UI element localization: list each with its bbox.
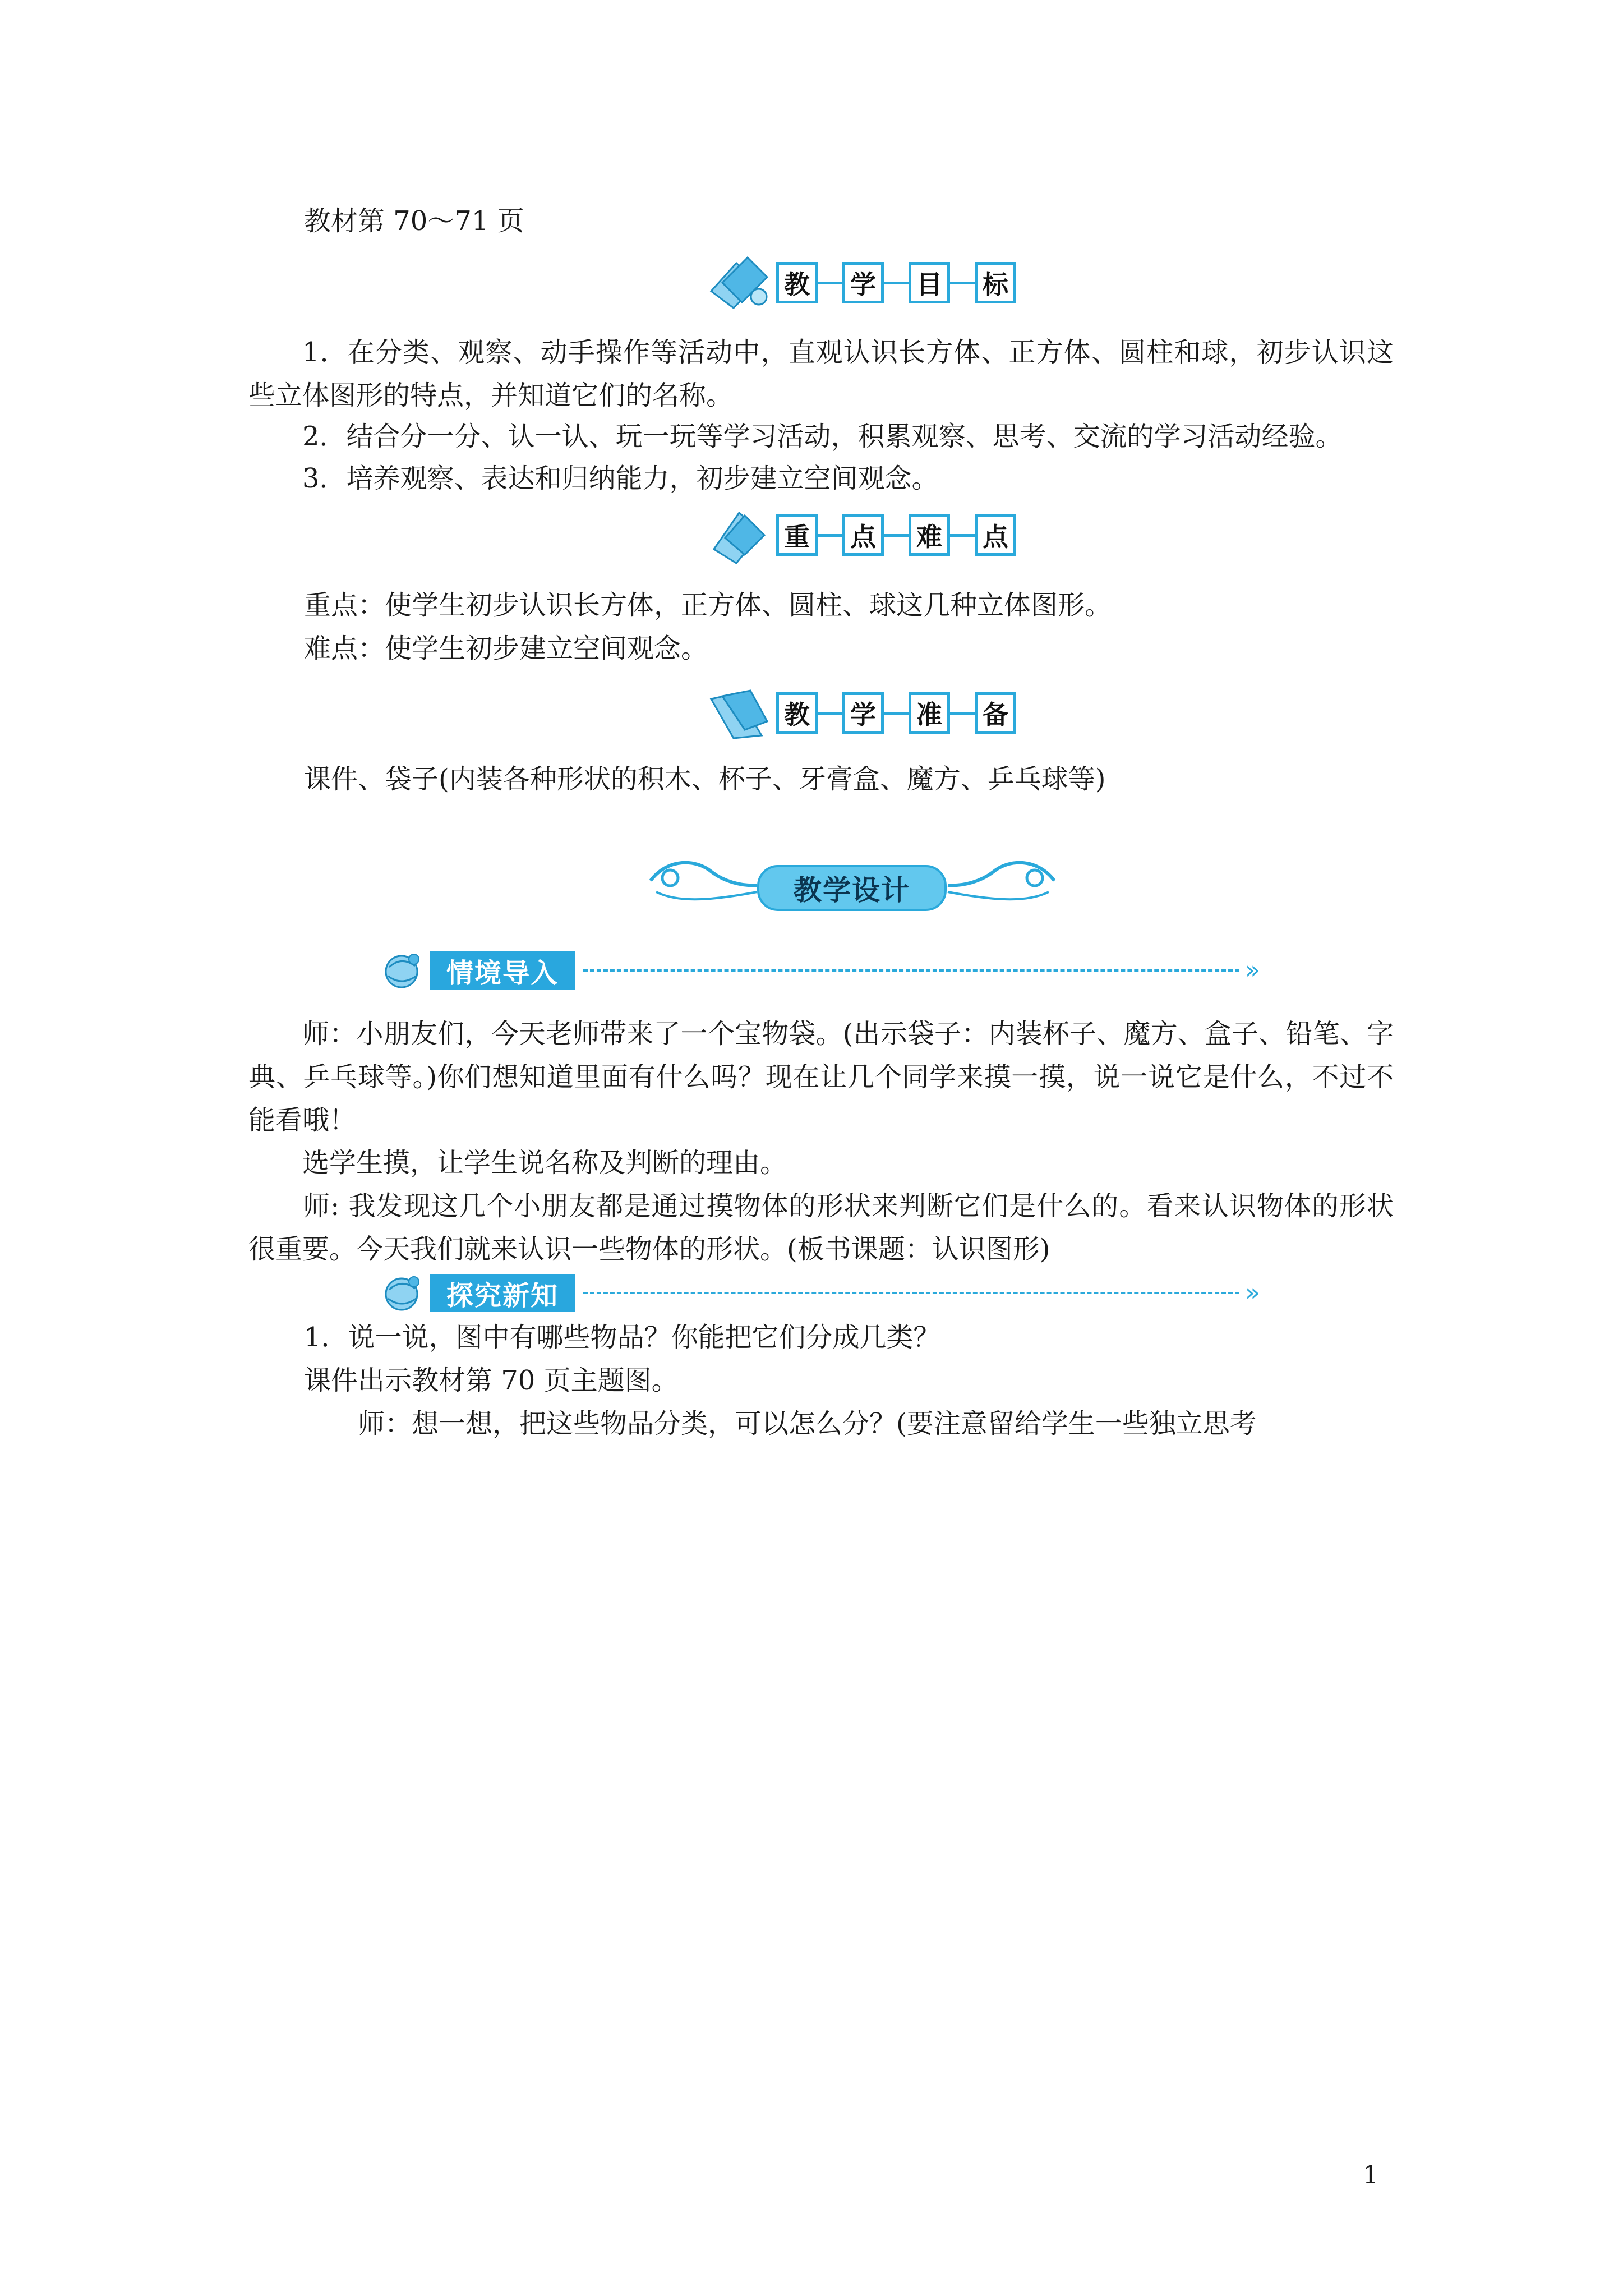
key-point-focus: 重点：使学生初步认识长方体，正方体、圆柱、球这几种立体图形。 [304, 590, 1112, 621]
section-tag-explore [381, 1271, 1279, 1315]
heading-char: 点 [975, 514, 1016, 556]
double-chevron-icon: » [1245, 956, 1260, 984]
heading-char: 备 [975, 692, 1016, 734]
textbook-pages-ref: 教材第 70～71 页 [304, 205, 524, 237]
section-heading-prep [706, 687, 1016, 739]
double-chevron-icon: » [1245, 1278, 1260, 1307]
prep-text: 课件、袋子(内装各种形状的积木、杯子、牙膏盒、魔方、乒乓球等) [304, 763, 1106, 795]
page-number: 1 [1363, 2161, 1378, 2189]
heading-char: 教 [776, 692, 818, 734]
heading-char: 难 [909, 514, 950, 556]
banner-label: 教学设计 [757, 865, 947, 911]
heading-char: 点 [842, 514, 884, 556]
section-heading-key-points [706, 509, 1016, 561]
section-heading-goals [706, 257, 1016, 309]
tag-label: 探究新知 [430, 1274, 575, 1312]
globe-icon [381, 950, 424, 991]
intro-paragraph-2: 选学生摸，让学生说名称及判断的理由。 [302, 1147, 787, 1179]
book-stack-icon [706, 252, 773, 314]
intro-paragraph-3: 师: 我发现这几个小朋友都是通过摸物体的形状来判断它们是什么的。看来认识物体的形状很重要。今天我们就来认识一些物体的形状。(板书课题：认识图形) [248, 1190, 1394, 1265]
key-point-difficulty: 难点：使学生初步建立空间观念。 [304, 633, 708, 664]
tag-label: 情境导入 [430, 951, 575, 990]
explore-question: 1．说一说，图中有哪些物品？你能把它们分成几类？ [304, 1322, 940, 1353]
goal-item-1: 1．在分类、观察、动手操作等活动中，直观认识长方体、正方体、圆柱和球，初步认识这些立体图形的特点，并知道它们的名称。 [248, 337, 1394, 411]
goal-item-2: 2．结合分一分、认一认、玩一玩等学习活动，积累观察、思考、交流的学习活动经验。 [302, 421, 1343, 452]
heading-char: 标 [975, 262, 1016, 303]
heading-char: 学 [842, 692, 884, 734]
goal-item-3: 3．培养观察、表达和归纳能力，初步建立空间观念。 [302, 463, 939, 494]
heading-char: 重 [776, 514, 818, 556]
dashed-divider [583, 969, 1239, 972]
globe-icon [381, 1273, 424, 1313]
intro-paragraph-1: 师：小朋友们，今天老师带来了一个宝物袋。(出示袋子：内装杯子、魔方、盒子、铅笔、字典、乒乓球等。)你们想知道里面有什么吗？现在让几个同学来摸一摸，说一说它是什么，不过不能看哦！ [248, 1018, 1394, 1136]
dashed-divider [583, 1292, 1239, 1294]
heading-char: 教 [776, 262, 818, 303]
folder-icon [706, 682, 773, 744]
explore-teacher-line: 师：想一想，把这些物品分类，可以怎么分？(要注意留给学生一些独立思考 [358, 1408, 1257, 1439]
section-tag-intro [381, 948, 1279, 993]
book-stack-icon [706, 504, 773, 566]
heading-char: 学 [842, 262, 884, 303]
heading-char: 准 [909, 692, 950, 734]
teaching-design-banner [645, 847, 1060, 914]
heading-char: 目 [909, 262, 950, 303]
explore-courseware-note: 课件出示教材第 70 页主题图。 [304, 1365, 679, 1396]
